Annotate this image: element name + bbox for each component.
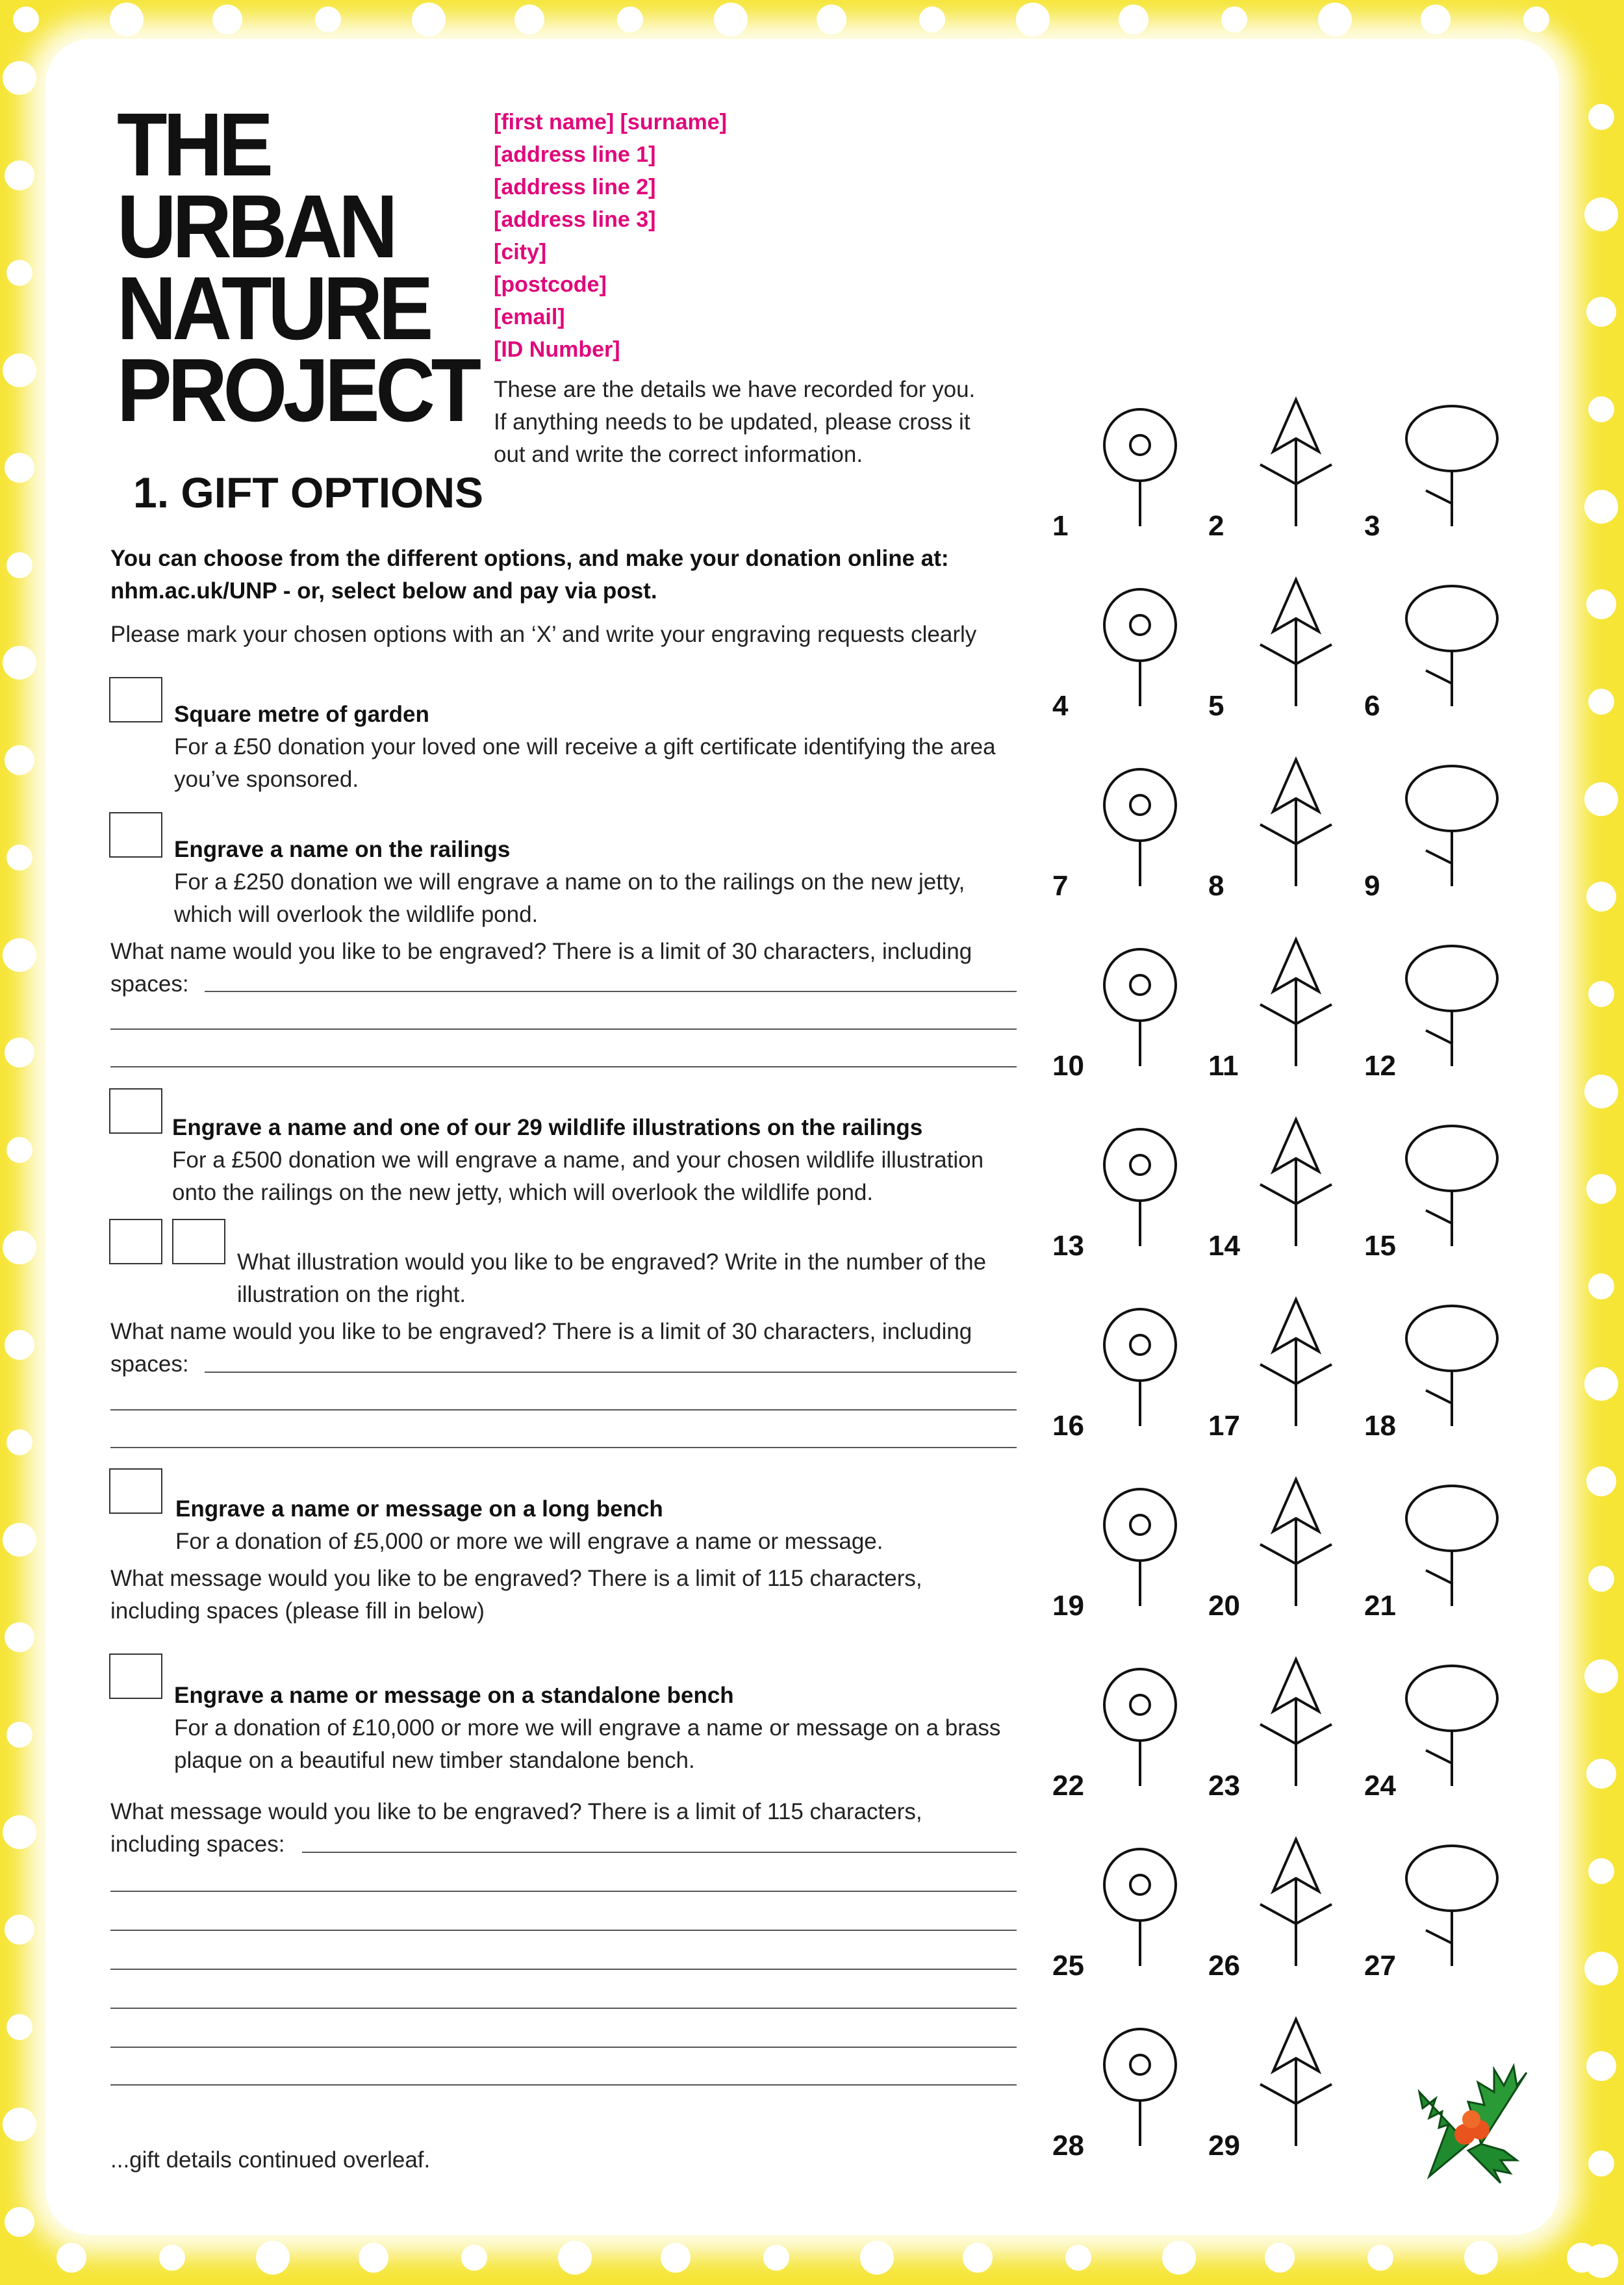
illustration-question	[237, 1246, 986, 1311]
illustration-number: 3	[1364, 510, 1380, 542]
frame-dot	[212, 5, 242, 34]
option-railings	[174, 834, 965, 931]
garden-checkbox[interactable]	[109, 677, 162, 722]
frame-dot	[1421, 5, 1451, 34]
railings-checkbox[interactable]	[109, 812, 162, 858]
frame-dot	[1584, 198, 1618, 231]
mushroom-icon	[1234, 1813, 1358, 1969]
frame-dot	[315, 6, 341, 32]
hazel-icon	[1390, 913, 1514, 1069]
illustration-number: 24	[1364, 1770, 1396, 1802]
option-title: Engrave a name or message on a long bench	[175, 1496, 663, 1522]
option-desc: For a £50 donation your loved one will receive a gift certificate identifying the area	[174, 734, 996, 760]
frame-dot	[1586, 297, 1616, 327]
illustration-number: 17	[1208, 1410, 1240, 1442]
illustration-number: 28	[1052, 2130, 1084, 2162]
option-garden	[174, 698, 996, 796]
frame-dot	[6, 260, 32, 286]
frame-dot	[1588, 1566, 1614, 1592]
frame-dot	[1586, 589, 1616, 619]
option-desc: For a donation of £5,000 or more we will engrave a name or message.	[175, 1529, 883, 1554]
recorded-details	[494, 106, 727, 366]
dragonfly-icon	[1078, 1633, 1202, 1789]
frame-dot	[514, 5, 544, 34]
railings-name-line[interactable]	[110, 1028, 1017, 1030]
question-line: What illustration would you like to be engraved? Write in the number of the	[237, 1249, 987, 1275]
daisy-icon	[1390, 374, 1514, 530]
illustration-number: 4	[1052, 690, 1069, 722]
illustration-number: 18	[1364, 1410, 1396, 1442]
frame-dot	[1584, 2244, 1618, 2278]
frame-dot	[5, 1330, 34, 1360]
illustration-number: 6	[1364, 690, 1380, 722]
frame-dot	[6, 845, 32, 871]
message-line[interactable]	[110, 2047, 1017, 2048]
note-line: out and write the correct information.	[494, 442, 863, 467]
long-bench-checkbox[interactable]	[109, 1468, 162, 1514]
illustration-number: 9	[1364, 870, 1380, 902]
frame-dot	[3, 646, 36, 680]
illustration-number: 15	[1364, 1230, 1396, 1262]
message-line[interactable]	[110, 1891, 1017, 1892]
illustration-number: 20	[1208, 1590, 1240, 1622]
illustration-number: 11	[1208, 1050, 1239, 1082]
option-desc: For a donation of £10,000 or more we will engrave a name or message on a brass	[174, 1715, 1001, 1741]
knapweed-icon	[1234, 554, 1358, 709]
option-title: Square metre of garden	[174, 702, 429, 727]
question-line: including spaces:	[110, 1832, 285, 1857]
frame-dot	[1588, 1858, 1614, 1884]
frame-dot	[110, 3, 144, 36]
illustration-number-digit-1[interactable]	[109, 1219, 162, 1264]
frame-dot	[1221, 6, 1247, 32]
frame-dot	[1584, 1659, 1618, 1693]
frame-dot	[1586, 882, 1616, 912]
holly-icon	[1234, 913, 1358, 1069]
frame-dot	[1265, 2243, 1295, 2273]
note-line: If anything needs to be updated, please cross it	[494, 409, 971, 435]
frame-dot	[5, 2207, 34, 2237]
frame-dot	[1586, 1759, 1616, 1789]
illustration-number: 23	[1208, 1770, 1240, 1802]
option-title: Engrave a name or message on a standalone bench	[174, 1683, 734, 1708]
frame-dot	[1588, 689, 1614, 715]
frame-dot	[1367, 2245, 1393, 2271]
message-line[interactable]	[110, 1930, 1017, 1931]
frame-dot	[359, 2243, 388, 2273]
frame-dot	[57, 2243, 86, 2273]
standalone-bench-question	[110, 1796, 922, 1861]
question-line: including spaces (please fill in below)	[110, 1598, 485, 1624]
note-line: These are the details we have recorded for you.	[494, 377, 976, 402]
frame-dot	[1588, 1273, 1614, 1299]
frame-dot	[1119, 5, 1148, 34]
valerian-flower-icon	[1078, 554, 1202, 709]
field-id-number: [ID Number]	[494, 337, 620, 362]
illustration-number: 29	[1208, 2130, 1240, 2162]
option-title: Engrave a name on the railings	[174, 837, 511, 862]
frame-dot	[1586, 2051, 1616, 2081]
field-address-2: [address line 2]	[494, 175, 656, 199]
kestrel-icon	[1234, 1993, 1358, 2149]
frame-dot	[1523, 6, 1549, 32]
illustration-number: 8	[1208, 870, 1224, 902]
frame-dot	[1584, 1367, 1618, 1401]
illustration-number: 12	[1364, 1050, 1396, 1082]
frame-dot	[714, 3, 748, 36]
oak-leaf-icon	[1234, 1093, 1358, 1249]
frame-dot	[1162, 2241, 1196, 2275]
question-line: spaces:	[110, 971, 189, 997]
illustration-number: 27	[1364, 1950, 1396, 1982]
message-line[interactable]	[110, 2008, 1017, 2009]
illustration-checkbox[interactable]	[109, 1088, 162, 1134]
frame-dot	[1584, 1075, 1618, 1108]
field-city: [city]	[494, 240, 547, 264]
clover-icon	[1390, 554, 1514, 709]
robin-icon	[1078, 1993, 1202, 2149]
title-line: PROJECT	[117, 340, 477, 440]
frame-dot	[6, 2014, 32, 2040]
question-line: What message would you like to be engraved? There is a limit of 115 characters,	[110, 1566, 922, 1591]
frame-dot	[1464, 2241, 1498, 2275]
message-line[interactable]	[110, 1969, 1017, 1970]
option-desc: For a £500 donation we will engrave a name, and your chosen wildlife illustration	[172, 1147, 984, 1173]
frame-dot	[919, 6, 945, 32]
frame-dot	[6, 1429, 32, 1455]
illustration-number: 14	[1208, 1230, 1240, 1262]
sloe-branch-icon	[1234, 734, 1358, 889]
moth-icon	[1234, 1633, 1358, 1789]
toad-icon	[1234, 1273, 1358, 1429]
frame-dot	[3, 1523, 36, 1557]
standalone-bench-checkbox[interactable]	[109, 1653, 162, 1699]
frame-dot	[6, 1137, 32, 1163]
field-address-3: [address line 3]	[494, 207, 656, 232]
frame-dot	[3, 938, 36, 972]
frame-dot	[3, 2108, 36, 2141]
option-illustration	[172, 1112, 983, 1209]
frame-dot	[3, 353, 36, 387]
option-standalone-bench	[174, 1679, 1000, 1777]
message-line[interactable]	[110, 2084, 1017, 2086]
page-title	[117, 95, 477, 440]
frame-dot	[817, 5, 846, 34]
frame-dot	[1586, 1174, 1616, 1204]
frame-dot	[13, 6, 39, 32]
title-line: URBAN	[117, 177, 394, 277]
message-line[interactable]	[302, 1852, 1017, 1853]
holly-icon	[1403, 2047, 1540, 2196]
railings-name-line[interactable]	[205, 991, 1017, 992]
frame-dot	[6, 552, 32, 578]
details-note	[494, 374, 975, 471]
frame-dot	[3, 61, 36, 95]
illustration-number-digit-2[interactable]	[172, 1219, 225, 1264]
frame-dot	[1584, 1952, 1618, 1985]
frame-dot	[661, 2243, 691, 2273]
dog-rose-icon	[1390, 734, 1514, 889]
star-flower-icon	[1078, 734, 1202, 889]
option-desc: onto the railings on the new jetty, which will overlook the wildlife pond.	[172, 1180, 874, 1205]
frame-dot	[617, 6, 643, 32]
field-address-1: [address line 1]	[494, 142, 656, 167]
frame-dot	[412, 3, 446, 36]
intro-instruction: Please mark your chosen options with an ‘X’ and write your engraving requests clearly	[110, 622, 977, 647]
frame-dot	[5, 1915, 34, 1945]
frame-dot	[5, 1622, 34, 1652]
frame-dot	[1016, 3, 1050, 36]
frame-dot	[5, 745, 34, 775]
frame-dot	[1588, 981, 1614, 1007]
frame-dot	[1318, 3, 1352, 36]
illustration-number: 26	[1208, 1950, 1240, 1982]
frame-dot	[3, 1815, 36, 1849]
question-line: spaces:	[110, 1351, 189, 1377]
stag-beetle-icon	[1390, 1273, 1514, 1429]
illustration-number: 5	[1208, 690, 1224, 722]
honeysuckle-icon	[1078, 913, 1202, 1069]
illustration-name-question	[110, 1316, 972, 1381]
option-desc: plaque on a beautiful new timber standalone bench.	[174, 1748, 695, 1773]
title-line: THE	[117, 95, 270, 195]
illustration-number: 21	[1364, 1590, 1396, 1622]
illustration-number: 10	[1052, 1050, 1084, 1082]
illustration-number: 19	[1052, 1590, 1084, 1622]
frame-dot	[963, 2243, 993, 2273]
intro-line: nhm.ac.uk/UNP - or, select below and pay via post.	[110, 578, 657, 604]
pansy-icon	[1078, 374, 1202, 530]
fox-icon	[1390, 1813, 1514, 1969]
bergamot-flower-icon	[1234, 374, 1358, 530]
option-desc: For a £250 donation we will engrave a name on to the railings on the new jetty,	[174, 869, 965, 895]
illustration-number: 13	[1052, 1230, 1084, 1262]
frame-dot	[1584, 490, 1618, 524]
frame-dot	[558, 2241, 592, 2275]
frame-dot	[763, 2245, 789, 2271]
frog-icon	[1078, 1273, 1202, 1429]
field-postcode: [postcode]	[494, 272, 607, 297]
frame-dot	[860, 2241, 894, 2275]
intro-line: You can choose from the different options, and make your donation online at:	[110, 546, 949, 571]
frame-dot	[1588, 2151, 1614, 2176]
option-long-bench	[175, 1493, 883, 1558]
hoverfly-icon	[1234, 1453, 1358, 1609]
frame-dot	[1588, 104, 1614, 130]
frame-dot	[3, 1231, 36, 1264]
illustration-number: 7	[1052, 870, 1069, 902]
intro-bold	[110, 543, 949, 607]
bee-icon	[1390, 1453, 1514, 1609]
frame-dot	[5, 160, 34, 190]
illustration-number: 22	[1052, 1770, 1084, 1802]
hawkmoth-icon	[1390, 1633, 1514, 1789]
option-desc: you’ve sponsored.	[174, 767, 359, 792]
continued-note: ...gift details continued overleaf.	[110, 2147, 431, 2173]
question-line: What message would you like to be engraved? There is a limit of 115 characters,	[110, 1799, 922, 1824]
section-title: 1. GIFT OPTIONS	[133, 468, 484, 517]
illustration-number: 1	[1052, 510, 1069, 542]
illustration-number: 25	[1052, 1950, 1084, 1982]
newt-icon	[1390, 1093, 1514, 1249]
ivy-icon	[1078, 1093, 1202, 1249]
question-line: What name would you like to be engraved? There is a limit of 30 characters, including	[110, 939, 972, 964]
frame-dot	[461, 2245, 487, 2271]
butterfly-icon	[1078, 1813, 1202, 1969]
illustration-number: 2	[1208, 510, 1224, 542]
option-title: Engrave a name and one of our 29 wildlife illustrations on the railings	[172, 1115, 923, 1140]
option-desc: which will overlook the wildlife pond.	[174, 902, 539, 927]
frame-dot	[1584, 782, 1618, 816]
railings-name-line[interactable]	[110, 1066, 1017, 1067]
frame-dot	[1586, 1466, 1616, 1496]
illustration-name-line[interactable]	[110, 1447, 1017, 1448]
illustration-name-line[interactable]	[110, 1409, 1017, 1411]
title-line: NATURE	[117, 259, 429, 359]
long-bench-question	[110, 1563, 922, 1628]
question-line: What name would you like to be engraved? There is a limit of 30 characters, including	[110, 1319, 972, 1344]
spider-icon	[1078, 1453, 1202, 1609]
field-email: [email]	[494, 305, 565, 329]
frame-dot	[5, 453, 34, 483]
field-name: [first name] [surname]	[494, 110, 727, 134]
question-line: illustration on the right.	[237, 1282, 466, 1307]
frame-dot	[159, 2245, 185, 2271]
illustration-name-line[interactable]	[205, 1372, 1017, 1373]
frame-dot	[5, 1038, 34, 1067]
frame-dot	[256, 2241, 290, 2275]
frame-dot	[1588, 396, 1614, 422]
illustration-number: 16	[1052, 1410, 1084, 1442]
frame-dot	[6, 1722, 32, 1748]
frame-dot	[1065, 2245, 1091, 2271]
